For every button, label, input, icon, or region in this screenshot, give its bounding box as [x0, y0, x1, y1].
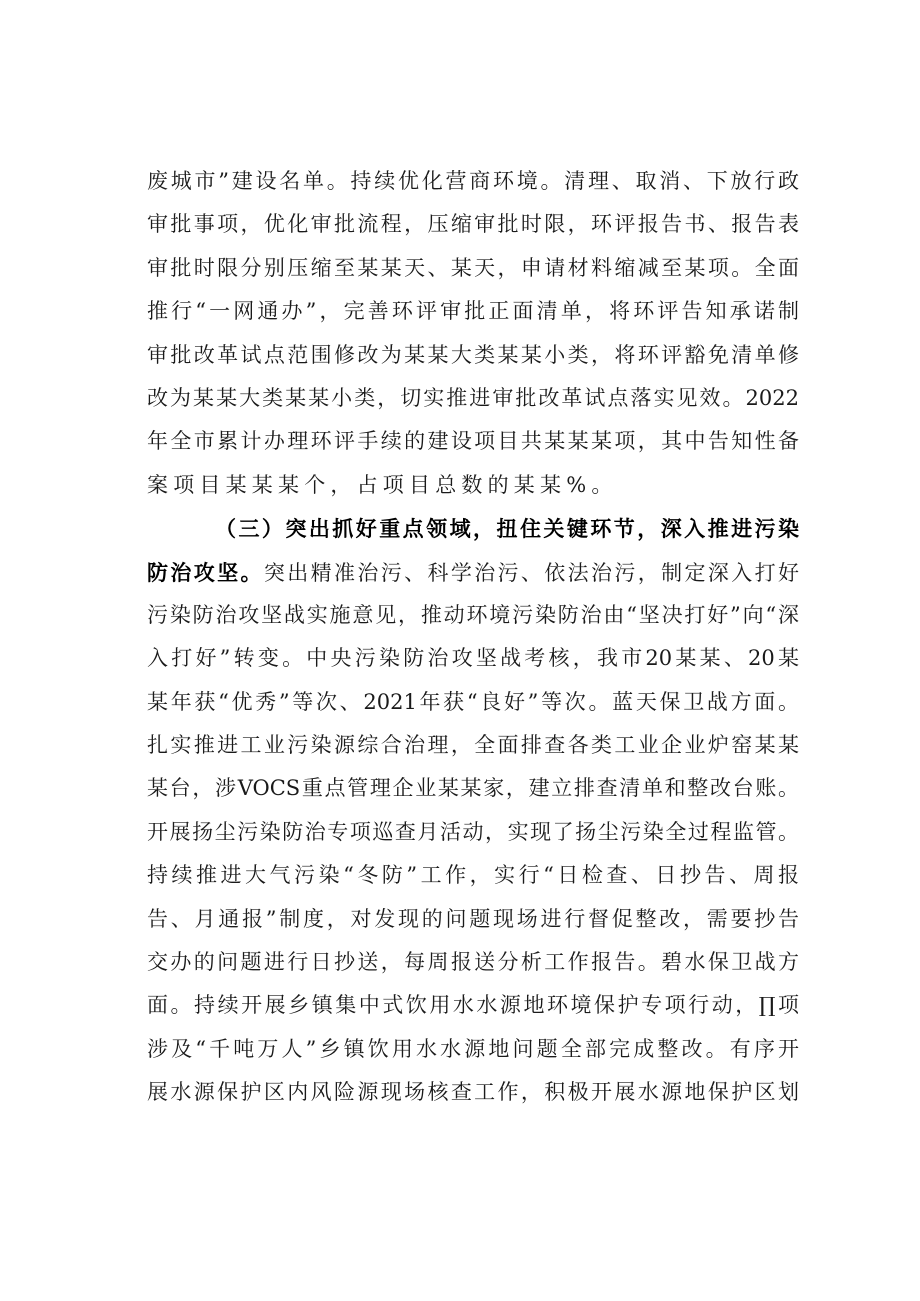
- text-line: 废城市”建设名单。持续优化营商环境。清理、取消、下放行政: [147, 169, 799, 193]
- text-line: 改为某某大类某某小类，切实推进审批改革试点落实见效。2022: [147, 385, 799, 410]
- document-body: [147, 160, 799, 1115]
- text-line: [147, 551, 799, 594]
- text-line: 交办的问题进行日抄送，每周报送分析工作报告。碧水保卫战方: [147, 950, 799, 975]
- text-line: 年全市累计办理环评手续的建设项目共某某某项，其中告知性备: [147, 429, 799, 454]
- text-line: 审批事项，优化审批流程，压缩审批时限，环评报告书、报告表: [147, 212, 799, 237]
- paragraph-approval-reform: [147, 160, 799, 507]
- text-line: 推行“一网通办”，完善环评审批正面清单，将环评告知承诺制: [147, 299, 799, 324]
- text-line: 涉及“千吨万人”乡镇饮用水水源地问题全部完成整改。有序开: [147, 1036, 799, 1061]
- section-heading: （三）突出抓好重点领域，扭住关键环节，深入推进污染: [215, 516, 799, 542]
- text-line: 审批改革试点范围修改为某某大类某某小类，将环评豁免清单修: [147, 342, 799, 367]
- text-line: 告、月通报”制度，对发现的问题现场进行督促整改，需要抄告: [147, 906, 799, 931]
- paragraph-pollution-prevention: [147, 507, 799, 1114]
- text-line: 审批时限分别压缩至某某天、某天，申请材料缩减至某项。全面: [147, 255, 799, 280]
- text-line: 扎实推进工业污染源综合治理，全面排查各类工业企业炉窑某某: [147, 733, 799, 758]
- text-line: 某台，涉VOCS重点管理企业某某家，建立排查清单和整改台账。: [147, 776, 799, 801]
- text-line: 开展扬尘污染防治专项巡查月活动，实现了扬尘污染全过程监管。: [147, 819, 799, 844]
- section-heading-continuation: 防治攻坚。: [147, 559, 264, 585]
- text-line: 污染防治攻坚战实施意见，推动环境污染防治由“坚决打好”向“深: [147, 602, 799, 627]
- text-line: 入打好”转变。中央污染防治攻坚战考核，我市20某某、20某: [147, 646, 799, 671]
- text-line: 展水源保护区内风险源现场核查工作，积极开展水源地保护区划: [147, 1080, 799, 1105]
- text-line: 面。持续开展乡镇集中式饮用水水源地环境保护专项行动，∏项: [147, 993, 799, 1018]
- text-line: 案项目某某某个，占项目总数的某某%。: [147, 472, 618, 497]
- text-span: 突出精准治污、科学治污、依法治污，制定深入打好: [263, 560, 799, 585]
- text-line: 某年获“优秀”等次、2021年获“良好”等次。蓝天保卫战方面。: [147, 689, 799, 714]
- text-line: 持续推进大气污染“冬防”工作，实行“日检查、日抄告、周报: [147, 863, 799, 888]
